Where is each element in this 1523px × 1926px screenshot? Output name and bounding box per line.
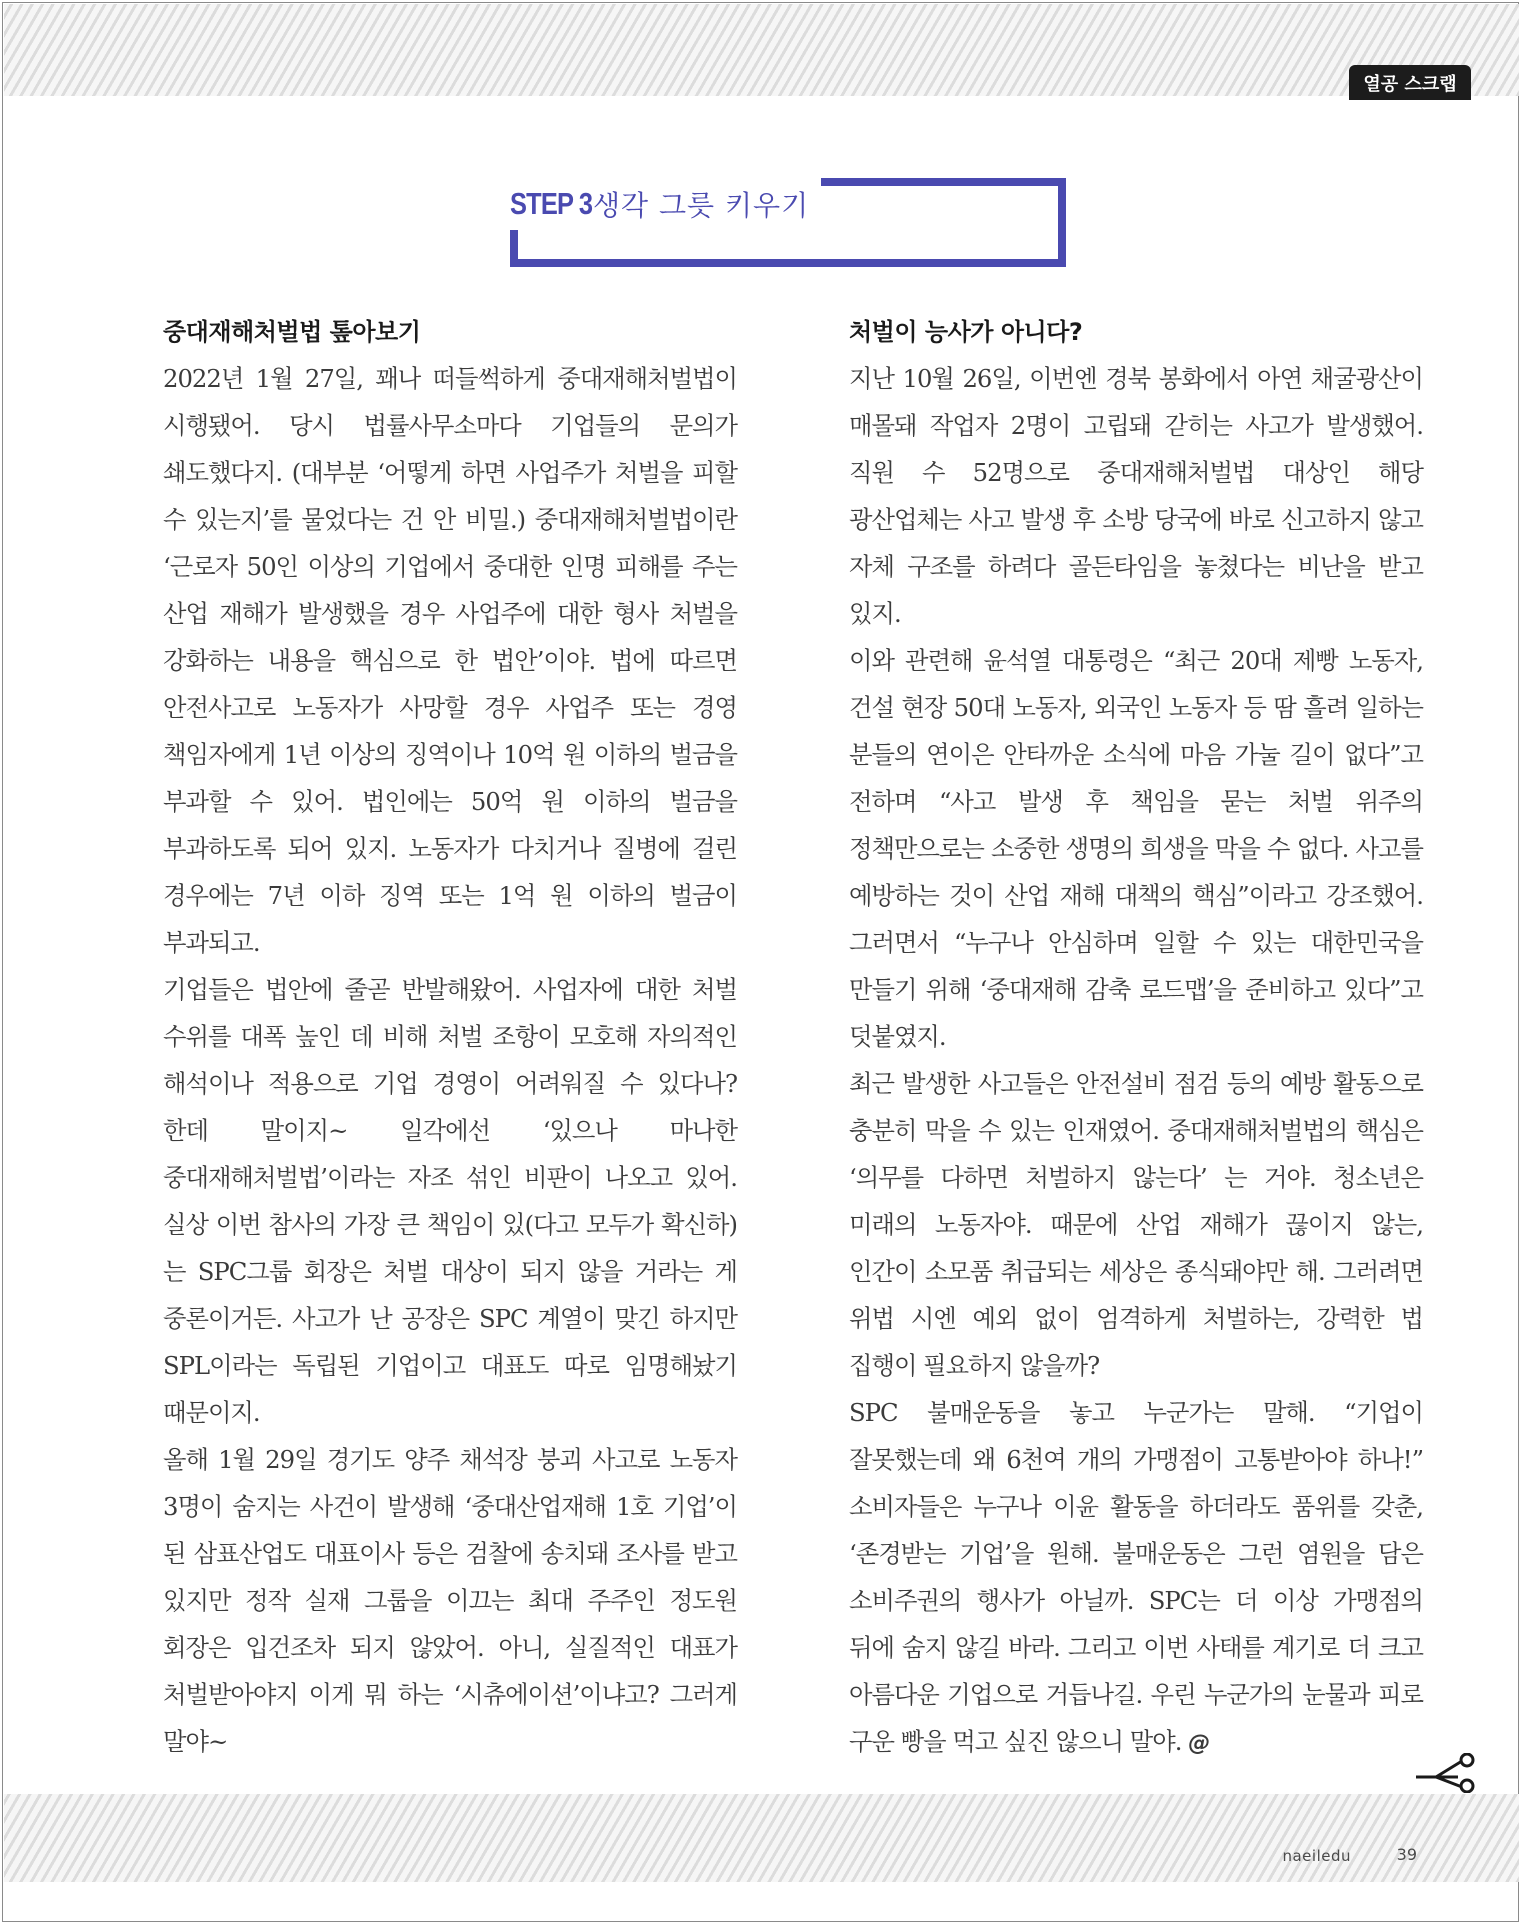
right-paragraph: 이와 관련해 윤석열 대통령은 “최근 20대 제빵 노동자, 건설 현장 50대 노동자, 외국인 노동자 등 땀 흘려 일하는 분들의 연이은 안타까운 소식에 마음 가눌 길이 없다”고 전하며 “사고 발생 후 책임을 묻는 처벌 위주의 정책만으로는 소중한 생명의 희생을 막을 수 없다. 사고를 예방하는 것이 산업 재해 대책의 핵심”이라고 강조했어. 그러면서 “누구나 안심하며 일할 수 있는 대한민국을 만들기 위해 ‘중대재해 감축 로드맵’을 준비하고 있다”고 덧붙였지. <box>849 646 1423 1051</box>
page-number: 39 <box>1396 1845 1417 1864</box>
bottom-stripe-band <box>4 1794 1519 1882</box>
right-column-heading: 처벌이 능사가 아니다? <box>849 318 1083 346</box>
top-stripe-band <box>4 4 1519 96</box>
left-paragraph: 올해 1월 29일 경기도 양주 채석장 붕괴 사고로 노동자 3명이 숨지는 사건이 발생해 ‘중대산업재해 1호 기업’이 된 삼표산업도 대표이사 등은 검찰에 송치돼 조사를 받고 있지만 정작 실재 그룹을 이끄는 최대 주주인 정도원 회장은 입건조차 되지 않았어. 아니, 실질적인 대표가 처벌받아야지 이게 뭐 하는 ‘시츄에이션’이냐고? 그러게 말야~ <box>163 1445 737 1756</box>
left-column-heading: 중대재해처벌법 톺아보기 <box>163 318 421 346</box>
right-paragraph: 지난 10월 26일, 이번엔 경북 봉화에서 아연 채굴광산이 매몰돼 작업자 2명이 고립돼 갇히는 사고가 발생했어. 직원 수 52명으로 중대재해처벌법 대상인 해당 광산업체는 사고 발생 후 소방 당국에 바로 신고하지 않고 자체 구조를 하려다 골든타임을 놓쳤다는 비난을 받고 있지. <box>849 364 1423 628</box>
right-paragraph: 최근 발생한 사고들은 안전설비 점검 등의 예방 활동으로 충분히 막을 수 있는 인재였어. 중대재해처벌법의 핵심은 ‘의무를 다하면 처벌하지 않는다’ 는 거야. 청소년은 미래의 노동자야. 때문에 산업 재해가 끊이지 않는, 인간이 소모품 취급되는 세상은 종식돼야만 해. 그러려면 위법 시엔 예외 없이 엄격하게 처벌하는, 강력한 법 집행이 필요하지 않을까? <box>849 1069 1423 1380</box>
step-subtitle: 생각 그릇 키우기 <box>593 189 810 222</box>
step-bracket-left <box>510 228 518 267</box>
right-column <box>849 312 1423 1767</box>
step-title <box>510 178 821 230</box>
step-heading <box>510 178 1066 267</box>
scissors-icon <box>1414 1753 1480 1793</box>
right-paragraph-text: SPC 불매운동을 놓고 누군가는 말해. “기업이 잘못했는데 왜 6천여 개의 가맹점이 고통받아야 하나!” 소비자들은 누구나 이윤 활동을 하더라도 품위를 갖춘, ‘존경받는 기업’을 원해. 불매운동은 그런 염원을 담은 소비주권의 행사가 아닐까. SPC는 더 이상 가맹점의 뒤에 숨지 않길 바라. 그리고 이번 사태를 계기로 더 크고 아름다운 기업으로 거듭나길. 우린 누군가의 눈물과 피로 구운 빵을 먹고 싶진 않으니 말야. <box>849 1398 1423 1756</box>
left-paragraph: 2022년 1월 27일, 꽤나 떠들썩하게 중대재해처벌법이 시행됐어. 당시 법률사무소마다 기업들의 문의가 쇄도했다지. (대부분 ‘어떻게 하면 사업주가 처벌을 피할 수 있는지’를 물었다는 건 안 비밀.) 중대재해처벌법이란 ‘근로자 50인 이상의 기업에서 중대한 인명 피해를 주는 산업 재해가 발생했을 경우 사업주에 대한 형사 처벌을 강화하는 내용을 핵심으로 한 법안’이야. 법에 따르면 안전사고로 노동자가 사망할 경우 사업주 또는 경영 책임자에게 1년 이상의 징역이나 10억 원 이하의 벌금을 부과할 수 있어. 법인에는 50억 원 이하의 벌금을 부과하도록 되어 있지. 노동자가 다치거나 질병에 걸린 경우에는 7년 이하 징역 또는 1억 원 이하의 벌금이 부과되고. <box>163 364 737 957</box>
step-label: STEP 3 <box>510 186 593 221</box>
section-tab: 열공 스크랩 <box>1349 65 1471 100</box>
end-mark-icon: @ <box>1188 1731 1210 1756</box>
right-paragraph <box>849 1389 1423 1767</box>
footer-site-name: naeiledu <box>1282 1847 1351 1865</box>
left-column <box>163 312 737 1765</box>
left-paragraph: 기업들은 법안에 줄곧 반발해왔어. 사업자에 대한 처벌 수위를 대폭 높인 데 비해 처벌 조항이 모호해 자의적인 해석이나 적용으로 기업 경영이 어려워질 수 있다나? 한데 말이지~ 일각에선 ‘있으나 마나한 중대재해처벌법’이라는 자조 섞인 비판이 나오고 있어. 실상 이번 참사의 가장 큰 책임이 있(다고 모두가 확신하)는 SPC그룹 회장은 처벌 대상이 되지 않을 거라는 게 중론이거든. 사고가 난 공장은 SPC 계열이 맞긴 하지만 SPL이라는 독립된 기업이고 대표도 따로 임명해놨기 때문이지. <box>163 975 737 1427</box>
